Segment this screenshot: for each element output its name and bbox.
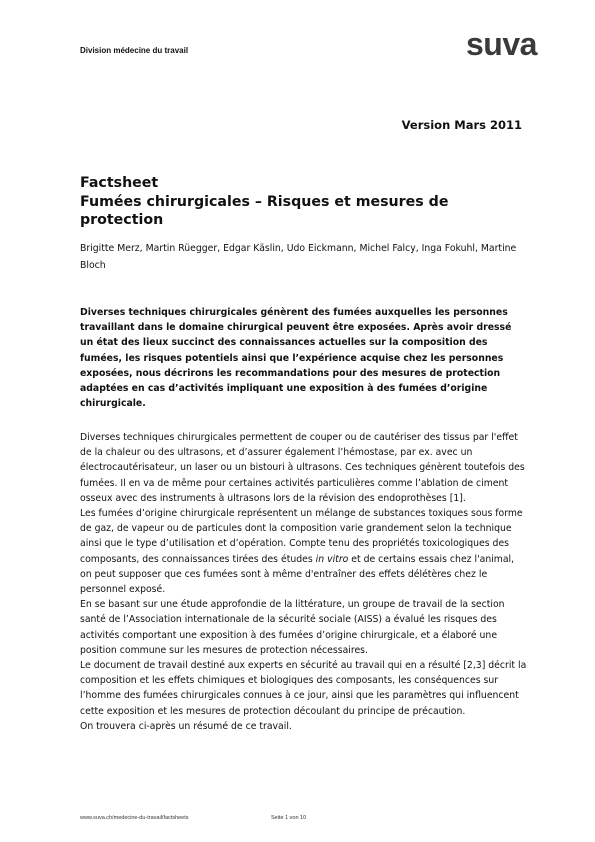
body-paragraph-2 bbox=[80, 506, 528, 597]
title-main-line1: Fumées chirurgicales – Risques et mesures de bbox=[80, 193, 449, 210]
body-paragraph-4: Le document de travail destiné aux experts en sécurité au travail qui en a résulté [2,3] décrit la composition et les effets chimiques et biologiques des composants, les conséquences sur l’homme des fumées chirurgicales connues à ce jour, ainsi que les paramètres qui influencent cette exposition et les mesures de protection découlant du principe de précaution. bbox=[80, 660, 527, 717]
body-paragraph-3: En se basant sur une étude approfondie de la littérature, un groupe de travail de la section santé de l’Association internationale de la sécurité sociale (AISS) a évalué les risques des activités comportant une exposition à des fumées d’origine chirurgicale, et a élaboré une position commune sur les mesures de protection nécessaires. bbox=[80, 599, 505, 656]
version-label: Version Mars 2011 bbox=[401, 118, 522, 132]
division-header: Division médecine du travail bbox=[80, 46, 189, 55]
body-paragraph-2-part1: Les fumées d’origine chirurgicale représentent un mélange de substances toxiques sous forme de gaz, de vapeur ou de particules dont la composition varie grandement selon la technique ainsi que le type d’utilisation et d’opération. Compte tenu des propriétés toxicologiques des composants, des connaissances tirées des études bbox=[80, 508, 523, 565]
body-paragraph-2-italic: in vitro bbox=[315, 553, 349, 565]
title-main-line2: protection bbox=[80, 212, 164, 228]
document-title bbox=[80, 174, 520, 230]
footer-page-number: Seite 1 von 10 bbox=[271, 815, 307, 821]
body-paragraph-5: On trouvera ci-après un résumé de ce travail. bbox=[80, 720, 292, 732]
suva-logo: suva bbox=[466, 26, 537, 62]
footer-url[interactable]: www.suva.ch/medecine-du-travail/factsheets bbox=[80, 815, 189, 821]
abstract bbox=[80, 305, 526, 411]
body-text bbox=[80, 430, 528, 734]
body-paragraph-1: Diverses techniques chirurgicales permettent de couper ou de cautériser des tissus par l'effet de la chaleur ou des ultrasons, et d’assurer également l’hémostase, par ex. avec un électrocautérisateur, un laser ou un bistouri à ultrasons. Ces techniques génèrent toutefois des fumées. Il en va de même pour certaines activités particulières comme l’ablation de ciment osseux avec des instruments à ultrasons lors de la révision des endoprothèses [1]. bbox=[80, 432, 525, 504]
abstract-text: Diverses techniques chirurgicales génèrent des fumées auxquelles les personnes travaillant dans le domaine chirurgical peuvent être exposées. Après avoir dressé un état des lieux succinct des connaissances actuelles sur la composition des fumées, les risques potentiels ainsi que l’expérience acquise chez les personnes exposées, nous décrirons les recommandations pour des mesures de protection adaptées en cas d’activités impliquant une exposition à des fumées d’origine chirurgicale. bbox=[80, 307, 512, 410]
authors: Brigitte Merz, Martin Rüegger, Edgar Käslin, Udo Eickmann, Michel Falcy, Inga Fokuhl, Martine Bloch bbox=[80, 243, 517, 271]
body-paragraph-2-part2: et de certains essais chez l'animal, on peut supposer que ces fumées sont à même d'entraîner des effets délétères chez le personnel exposé. bbox=[80, 553, 515, 596]
title-factsheet: Factsheet bbox=[80, 175, 159, 191]
